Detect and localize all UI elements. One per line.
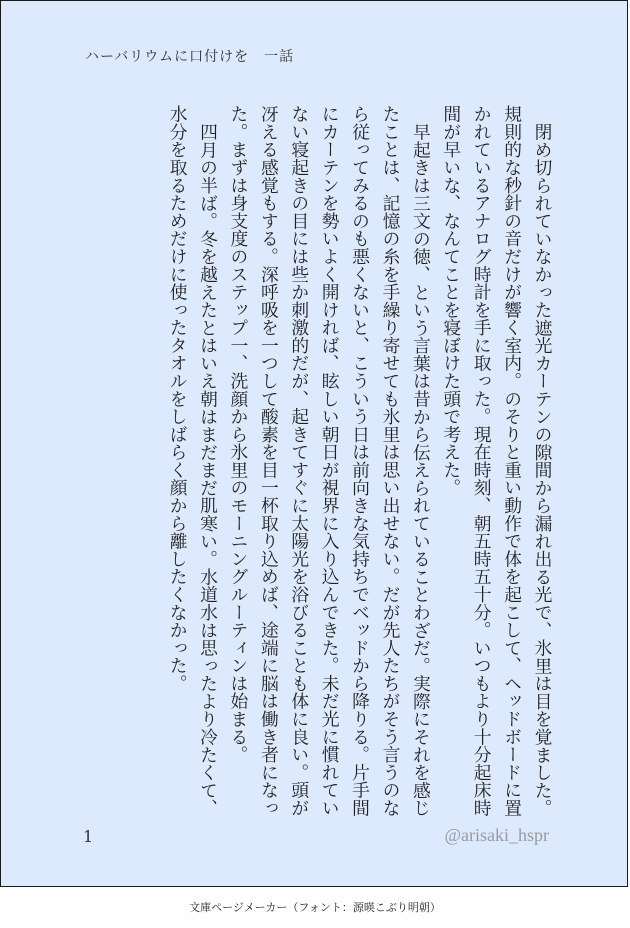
author-handle: @arisaki_hspr (444, 825, 549, 845)
paragraph: 四月の半ば。冬を越えたとはいえ朝はまだまだ肌寒い。水道水は思ったより冷たくて、水分を取るためだけに使ったタオルをしばらく顔から離したくなかった。 (167, 105, 219, 817)
generator-credit: 文庫ページメーカー（フォント：源暎こぶり明朝） (189, 901, 441, 914)
paragraph: 早起きは三文の徳、という言葉は昔から伝えられていることわざだ。実際にそれを感じたことは、記憶の糸を手繰り寄せても氷里は思い出せない。だが先人たちがそう言うのなら従ってみるのも悪くないと、こういう日は前向きな気持ちでベッドから降りる。片手間にカーテンを勢いよく開ければ、眩しい朝日が視界に入り込んできた。未だ光に慣れていない寝起きの目には些か刺激的だが、起きてすぐに太陽光を浴びることも体に良い。頭が冴える感覚もする。深呼吸を一つして酸素を目一杯取り込めば、途端に脳は働き者になった。まずは身支度のステップ一、洗顔から氷里のモーニングルーティンは始まる。 (227, 105, 432, 817)
body-text (83, 105, 557, 825)
paragraph: 閉め切られていなかった遮光カーテンの隙間から漏れ出る光で、氷里は目を覚ました。規則的な秒針の音だけが響く室内。のそりと重い動作で体を起こして、ヘッドボードに置かれているアナログ時計を手に取った。現在時刻、朝五時五十分。いつもより十分起床時間が早いな、なんてことを寝ぼけた頭で考えた。 (440, 105, 553, 817)
page-number: 1 (83, 827, 94, 846)
chapter-header: ハーバリウムに口付けを 一話 (85, 49, 295, 65)
